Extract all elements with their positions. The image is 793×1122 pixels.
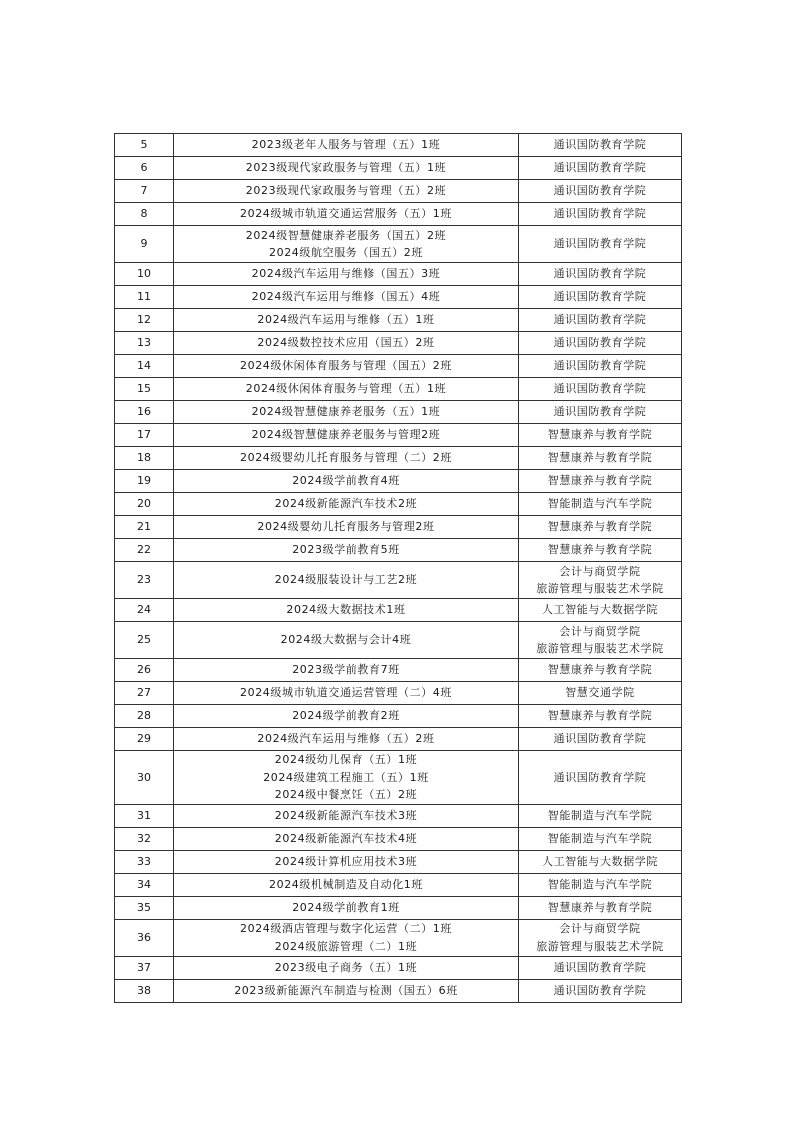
department-name: 通识国防教育学院 <box>553 184 647 198</box>
department-name: 智慧康养与教育学院 <box>547 474 653 488</box>
class-name: 2024级数控技术应用（国五）2班 <box>257 336 435 350</box>
class-name: 2023级学前教育5班 <box>292 543 400 557</box>
class-name-cell <box>174 134 519 157</box>
row-number-cell: 12 <box>115 309 174 332</box>
row-number-cell: 24 <box>115 599 174 622</box>
department-cell <box>519 157 682 180</box>
class-name: 2024级学前教育2班 <box>292 709 400 723</box>
table-row <box>115 728 682 751</box>
table-row <box>115 157 682 180</box>
department-name: 通识国防教育学院 <box>553 237 647 251</box>
class-name-cell <box>174 355 519 378</box>
table-row <box>115 355 682 378</box>
department-name: 通识国防教育学院 <box>553 359 647 373</box>
class-name-cell <box>174 263 519 286</box>
row-number-cell: 17 <box>115 424 174 447</box>
class-name: 2023级老年人服务与管理（五）1班 <box>251 138 441 152</box>
department-cell <box>519 424 682 447</box>
row-number-cell: 34 <box>115 873 174 896</box>
row-number-cell: 20 <box>115 493 174 516</box>
row-number-cell: 9 <box>115 226 174 263</box>
class-name: 2024级休闲体育服务与管理（五）1班 <box>245 382 447 396</box>
department-name: 智能制造与汽车学院 <box>547 497 653 511</box>
class-name-cell <box>174 539 519 562</box>
class-name: 2024级新能源汽车技术3班 <box>274 808 418 822</box>
class-name: 2024级酒店管理与数字化运营（二）1班 <box>240 922 452 935</box>
class-name-cell <box>174 332 519 355</box>
department-name: 智能制造与汽车学院 <box>547 831 653 845</box>
department-cell <box>519 896 682 919</box>
row-number-cell: 29 <box>115 728 174 751</box>
class-name: 2024级智慧健康养老服务与管理2班 <box>251 428 441 442</box>
class-name-cell <box>174 447 519 470</box>
class-name-cell <box>174 309 519 332</box>
table-row <box>115 956 682 979</box>
class-name: 2024级婴幼儿托育服务与管理2班 <box>257 520 435 534</box>
department-cell <box>519 134 682 157</box>
department-cell <box>519 599 682 622</box>
row-number-cell: 22 <box>115 539 174 562</box>
class-name: 2024级智慧健康养老服务（国五）2班 <box>245 228 447 242</box>
row-number-cell: 35 <box>115 896 174 919</box>
table-row <box>115 516 682 539</box>
row-number-cell: 14 <box>115 355 174 378</box>
class-name: 2024级汽车运用与维修（五）2班 <box>257 732 435 746</box>
department-cell <box>519 355 682 378</box>
class-name: 2024级幼儿保育（五）1班 <box>274 753 418 766</box>
table-row <box>115 180 682 203</box>
row-number-cell: 32 <box>115 827 174 850</box>
table-row <box>115 751 682 805</box>
department-cell <box>519 850 682 873</box>
row-number-cell: 33 <box>115 850 174 873</box>
department-cell <box>519 263 682 286</box>
class-name-cell <box>174 378 519 401</box>
row-number-cell: 16 <box>115 401 174 424</box>
table-row <box>115 447 682 470</box>
class-name: 2023级电子商务（五）1班 <box>274 960 418 974</box>
class-name: 2024级大数据与会计4班 <box>280 633 412 647</box>
row-number-cell: 31 <box>115 804 174 827</box>
department-name: 会计与商贸学院 <box>559 624 641 638</box>
table-row <box>115 134 682 157</box>
row-number-cell: 28 <box>115 705 174 728</box>
class-name-cell <box>174 659 519 682</box>
class-name-cell <box>174 180 519 203</box>
department-name: 通识国防教育学院 <box>553 336 647 350</box>
department-cell <box>519 873 682 896</box>
class-name: 2024级汽车运用与维修（五）1班 <box>257 313 435 327</box>
row-number-cell: 6 <box>115 157 174 180</box>
class-name: 2024级新能源汽车技术2班 <box>274 497 418 511</box>
table-body <box>115 134 682 1003</box>
class-name: 2024级城市轨道交通运营服务（五）1班 <box>240 207 452 221</box>
department-cell <box>519 226 682 263</box>
department-name: 智能制造与汽车学院 <box>547 808 653 822</box>
row-number-cell: 27 <box>115 682 174 705</box>
class-name: 2024级汽车运用与维修（国五）4班 <box>251 290 441 304</box>
department-name: 通识国防教育学院 <box>553 405 647 419</box>
row-number-cell: 30 <box>115 751 174 805</box>
department-name: 智慧康养与教育学院 <box>547 520 653 534</box>
class-name: 2024级城市轨道交通运营管理（二）4班 <box>240 686 452 700</box>
class-name: 2024级大数据技术1班 <box>286 603 406 617</box>
department-cell <box>519 728 682 751</box>
class-name: 2024级航空服务（国五）2班 <box>269 246 423 259</box>
department-name: 智慧康养与教育学院 <box>547 451 653 465</box>
class-name: 2024级智慧健康养老服务（五）1班 <box>251 405 441 419</box>
row-number-cell: 11 <box>115 286 174 309</box>
table-row <box>115 599 682 622</box>
department-name: 通识国防教育学院 <box>553 382 647 396</box>
department-name: 智慧康养与教育学院 <box>547 543 653 557</box>
department-name: 旅游管理与服装艺术学院 <box>536 642 664 655</box>
row-number-cell: 8 <box>115 203 174 226</box>
row-number-cell: 23 <box>115 562 174 599</box>
class-name-cell <box>174 682 519 705</box>
class-name: 2024级服装设计与工艺2班 <box>274 573 418 587</box>
department-cell <box>519 378 682 401</box>
table-row <box>115 919 682 956</box>
class-name: 2024级新能源汽车技术4班 <box>274 831 418 845</box>
row-number-cell: 26 <box>115 659 174 682</box>
class-name-cell <box>174 728 519 751</box>
department-name: 通识国防教育学院 <box>553 161 647 175</box>
department-name: 智慧康养与教育学院 <box>547 709 653 723</box>
class-name-cell <box>174 286 519 309</box>
class-name: 2024级中餐烹饪（五）2班 <box>274 788 418 801</box>
department-name: 通识国防教育学院 <box>553 267 647 281</box>
row-number-cell: 25 <box>115 622 174 659</box>
table-row <box>115 827 682 850</box>
class-name-cell <box>174 751 519 805</box>
row-number-cell: 15 <box>115 378 174 401</box>
row-number-cell: 21 <box>115 516 174 539</box>
table-row <box>115 682 682 705</box>
class-name-cell <box>174 401 519 424</box>
department-cell <box>519 562 682 599</box>
class-name-cell <box>174 157 519 180</box>
department-cell <box>519 286 682 309</box>
row-number-cell: 36 <box>115 919 174 956</box>
table-row <box>115 873 682 896</box>
department-cell <box>519 516 682 539</box>
class-name-cell <box>174 827 519 850</box>
table-row <box>115 896 682 919</box>
department-cell <box>519 827 682 850</box>
department-name: 人工智能与大数据学院 <box>542 854 658 868</box>
row-number-cell: 10 <box>115 263 174 286</box>
department-cell <box>519 682 682 705</box>
table-row <box>115 401 682 424</box>
table-row <box>115 539 682 562</box>
department-name: 通识国防教育学院 <box>553 138 647 152</box>
table-row <box>115 309 682 332</box>
department-cell <box>519 659 682 682</box>
department-cell <box>519 956 682 979</box>
class-name: 2024级婴幼儿托育服务与管理（二）2班 <box>240 451 452 465</box>
department-cell <box>519 401 682 424</box>
class-name-cell <box>174 705 519 728</box>
department-cell <box>519 493 682 516</box>
class-name-cell <box>174 493 519 516</box>
class-name-cell <box>174 919 519 956</box>
department-name: 通识国防教育学院 <box>553 960 647 974</box>
row-number-cell: 7 <box>115 180 174 203</box>
department-cell <box>519 979 682 1002</box>
table-row <box>115 562 682 599</box>
department-cell <box>519 539 682 562</box>
class-name-cell <box>174 873 519 896</box>
class-name-cell <box>174 804 519 827</box>
row-number-cell: 18 <box>115 447 174 470</box>
department-name: 通识国防教育学院 <box>553 732 647 746</box>
class-name-cell <box>174 470 519 493</box>
class-name-cell <box>174 896 519 919</box>
table-row <box>115 378 682 401</box>
table-row <box>115 226 682 263</box>
class-name: 2023级新能源汽车制造与检测（国五）6班 <box>234 983 458 997</box>
row-number-cell: 37 <box>115 956 174 979</box>
table-row <box>115 850 682 873</box>
department-cell <box>519 705 682 728</box>
class-name: 2024级休闲体育服务与管理（国五）2班 <box>240 359 452 373</box>
department-name: 旅游管理与服装艺术学院 <box>536 582 664 595</box>
class-name: 2024级机械制造及自动化1班 <box>269 877 423 891</box>
department-cell <box>519 180 682 203</box>
table-row <box>115 659 682 682</box>
class-assignment-table <box>114 133 682 1003</box>
class-name-cell <box>174 979 519 1002</box>
table-row <box>115 804 682 827</box>
class-name-cell <box>174 850 519 873</box>
department-cell <box>519 622 682 659</box>
class-name: 2023级现代家政服务与管理（五）1班 <box>245 161 447 175</box>
class-name: 2024级学前教育4班 <box>292 474 400 488</box>
department-cell <box>519 470 682 493</box>
class-name-cell <box>174 599 519 622</box>
department-name: 通识国防教育学院 <box>553 770 647 784</box>
row-number-cell: 5 <box>115 134 174 157</box>
table-row <box>115 263 682 286</box>
row-number-cell: 38 <box>115 979 174 1002</box>
department-name: 会计与商贸学院 <box>559 564 641 578</box>
department-name: 通识国防教育学院 <box>553 290 647 304</box>
table-row <box>115 203 682 226</box>
department-name: 通识国防教育学院 <box>553 207 647 221</box>
department-name: 智慧康养与教育学院 <box>547 900 653 914</box>
department-cell <box>519 751 682 805</box>
class-name-cell <box>174 424 519 447</box>
table-row <box>115 979 682 1002</box>
class-name: 2023级学前教育7班 <box>292 663 400 677</box>
department-name: 智能制造与汽车学院 <box>547 877 653 891</box>
class-name-cell <box>174 622 519 659</box>
department-cell <box>519 203 682 226</box>
class-name-cell <box>174 562 519 599</box>
table-row <box>115 424 682 447</box>
department-name: 会计与商贸学院 <box>559 922 641 935</box>
class-name-cell <box>174 956 519 979</box>
row-number-cell: 13 <box>115 332 174 355</box>
class-name-cell <box>174 203 519 226</box>
class-name: 2024级计算机应用技术3班 <box>274 854 418 868</box>
department-name: 旅游管理与服装艺术学院 <box>536 939 664 953</box>
department-cell <box>519 332 682 355</box>
row-number-cell: 19 <box>115 470 174 493</box>
table-row <box>115 286 682 309</box>
department-name: 通识国防教育学院 <box>553 313 647 327</box>
department-name: 通识国防教育学院 <box>553 983 647 997</box>
table-row <box>115 705 682 728</box>
department-cell <box>519 804 682 827</box>
class-name-cell <box>174 516 519 539</box>
table-row <box>115 493 682 516</box>
class-name: 2023级现代家政服务与管理（五）2班 <box>245 184 447 198</box>
table-row <box>115 332 682 355</box>
department-name: 智慧康养与教育学院 <box>547 663 653 677</box>
class-name: 2024级建筑工程施工（五）1班 <box>263 770 429 784</box>
class-name: 2024级汽车运用与维修（国五）3班 <box>251 267 441 281</box>
department-cell <box>519 309 682 332</box>
department-cell <box>519 447 682 470</box>
class-name-cell <box>174 226 519 263</box>
class-name: 2024级旅游管理（二）1班 <box>274 939 418 953</box>
class-name: 2024级学前教育1班 <box>292 900 400 914</box>
table-row <box>115 470 682 493</box>
table-row <box>115 622 682 659</box>
department-cell <box>519 919 682 956</box>
department-name: 智慧康养与教育学院 <box>547 428 653 442</box>
department-name: 人工智能与大数据学院 <box>542 603 658 617</box>
department-name: 智慧交通学院 <box>565 686 635 700</box>
